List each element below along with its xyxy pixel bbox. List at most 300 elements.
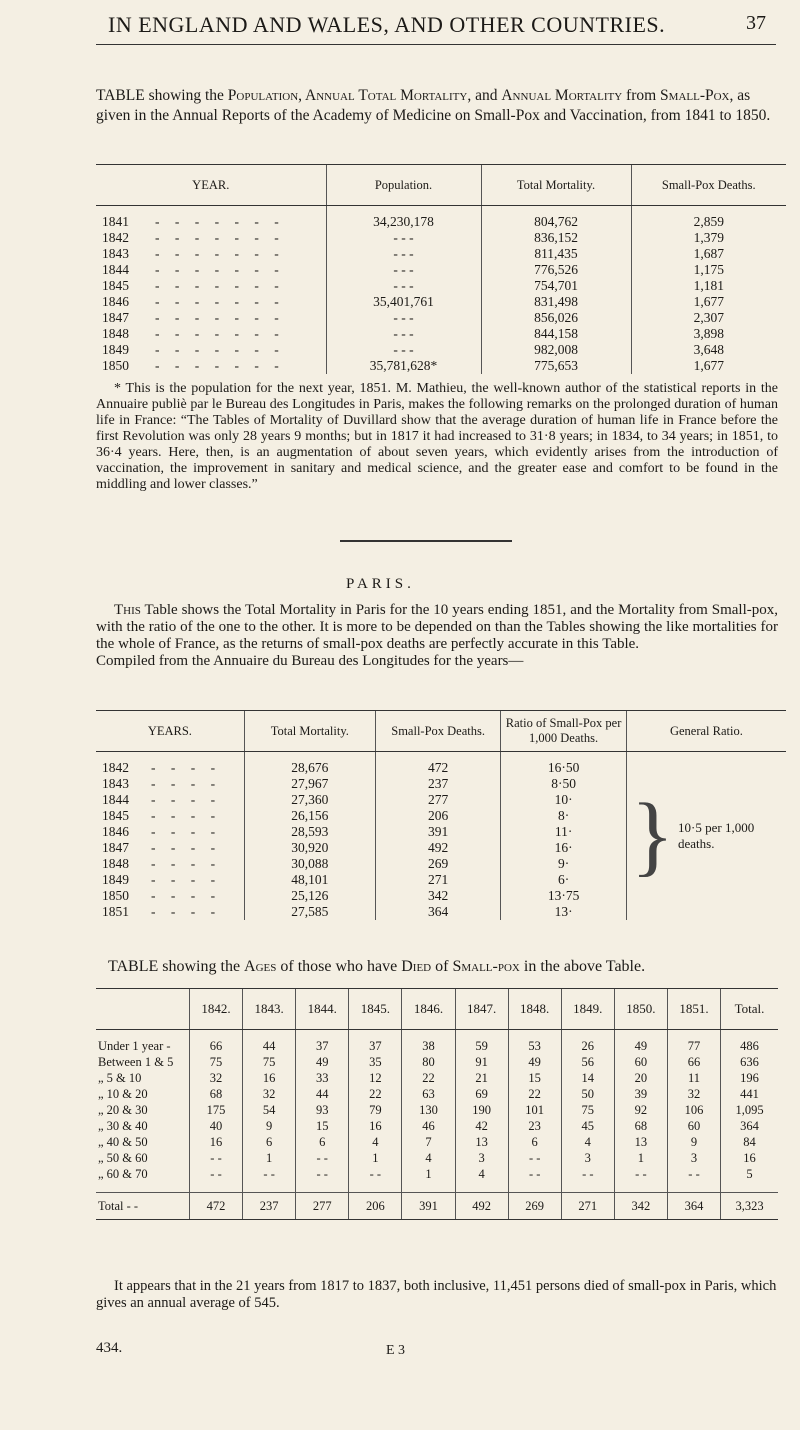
year-cell <box>96 776 244 792</box>
col-header-year: Total. <box>721 989 778 1030</box>
year-value: 1846 <box>102 294 129 309</box>
ratio-cell: 6· <box>501 872 626 888</box>
count-cell: 63 <box>402 1086 455 1102</box>
count-cell: 3 <box>455 1150 508 1166</box>
count-cell: 14 <box>561 1070 614 1086</box>
year-value: 1844 <box>102 792 129 807</box>
count-cell: 175 <box>189 1102 242 1118</box>
count-cell: 12 <box>349 1070 402 1086</box>
population-cell: 35,401,761 <box>326 294 481 310</box>
leader-dashes: - - - - - - - <box>155 342 285 357</box>
count-cell: 93 <box>296 1102 349 1118</box>
total-cell: 3,323 <box>721 1193 778 1220</box>
count-cell: 21 <box>455 1070 508 1086</box>
year-value: 1845 <box>102 808 129 823</box>
year-value: 1846 <box>102 824 129 839</box>
population-cell: - - - <box>326 246 481 262</box>
year-value: 1848 <box>102 856 129 871</box>
leader-dashes: - - - - - - - <box>155 310 285 325</box>
intro-lead: This <box>114 602 141 618</box>
col-header-year: YEAR. <box>96 165 326 206</box>
total-cell: 342 <box>614 1193 667 1220</box>
count-cell: 15 <box>296 1118 349 1134</box>
count-cell: - - <box>296 1150 349 1166</box>
total-cell: 364 <box>667 1193 720 1220</box>
total-mortality-cell: 754,701 <box>481 278 631 294</box>
count-cell: 11 <box>667 1070 720 1086</box>
year-value: 1844 <box>102 262 129 277</box>
year-cell <box>96 342 326 358</box>
ratio-cell: 16·50 <box>501 752 626 777</box>
spacer-cell <box>189 1182 242 1193</box>
count-cell: 5 <box>721 1166 778 1182</box>
year-cell <box>96 808 244 824</box>
leader-dashes: - - - - <box>151 776 222 791</box>
caption-text: from <box>622 87 661 104</box>
signature-mark: 434. <box>96 1340 123 1356</box>
smallpox-deaths-cell: 472 <box>375 752 500 777</box>
paris-heading: PARIS. <box>346 576 415 592</box>
spacer-cell <box>402 1182 455 1193</box>
count-cell: 91 <box>455 1054 508 1070</box>
caption-text: Small-pox <box>452 958 520 975</box>
year-value: 1849 <box>102 872 129 887</box>
year-value: 1845 <box>102 278 129 293</box>
caption-text: and <box>471 87 502 104</box>
smallpox-deaths-cell: 3,898 <box>631 326 786 342</box>
count-cell: 13 <box>455 1134 508 1150</box>
year-value: 1851 <box>102 904 129 919</box>
total-mortality-cell: 25,126 <box>244 888 375 904</box>
year-cell <box>96 824 244 840</box>
year-value: 1841 <box>102 214 129 229</box>
count-cell: 32 <box>243 1086 296 1102</box>
spacer-cell <box>614 1182 667 1193</box>
count-cell: 16 <box>349 1118 402 1134</box>
count-cell: 26 <box>561 1030 614 1055</box>
count-cell: 66 <box>667 1054 720 1070</box>
leader-dashes: - - - - - - - <box>155 326 285 341</box>
count-cell: 68 <box>189 1086 242 1102</box>
general-ratio-group <box>627 786 786 885</box>
count-cell: 46 <box>402 1118 455 1134</box>
col-header-ratio: Ratio of Small-Pox per 1,000 Deaths. <box>501 711 626 752</box>
count-cell: 92 <box>614 1102 667 1118</box>
count-cell: 79 <box>349 1102 402 1118</box>
france-mortality-table <box>96 164 786 374</box>
count-cell: 33 <box>296 1070 349 1086</box>
age-label: „ 30 & 40 <box>98 1119 148 1133</box>
table-row <box>96 1166 778 1182</box>
year-value: 1847 <box>102 840 129 855</box>
total-cell: 391 <box>402 1193 455 1220</box>
age-label: „ 40 & 50 <box>98 1135 148 1149</box>
spacer-cell <box>508 1182 561 1193</box>
count-cell: 32 <box>667 1086 720 1102</box>
smallpox-deaths-cell: 269 <box>375 856 500 872</box>
count-cell: 75 <box>243 1054 296 1070</box>
year-value: 1843 <box>102 776 129 791</box>
table-row <box>96 1030 778 1055</box>
col-header-year: 1847. <box>455 989 508 1030</box>
count-cell: - - <box>614 1166 667 1182</box>
total-mortality-cell: 27,585 <box>244 904 375 920</box>
general-ratio-cell <box>626 752 786 921</box>
count-cell: 4 <box>561 1134 614 1150</box>
ratio-cell: 9· <box>501 856 626 872</box>
count-cell: 16 <box>721 1150 778 1166</box>
col-header-population: Population. <box>326 165 481 206</box>
year-cell <box>96 904 244 920</box>
smallpox-deaths-cell: 342 <box>375 888 500 904</box>
count-cell: - - <box>296 1166 349 1182</box>
count-cell: 1 <box>349 1150 402 1166</box>
count-cell: 44 <box>296 1086 349 1102</box>
count-cell: - - <box>189 1150 242 1166</box>
leader-dashes: - - - - <box>151 824 222 839</box>
table-row <box>96 1054 778 1070</box>
leader-dashes: - - - - <box>151 904 222 919</box>
intro-text: Table shows the Total Mortality in Paris for the 10 years ending 1851, and the Mortality from Small-pox, with the ratio of the one to the other. It is more to be depended on than the Tables showing the like mortalities for the whole of France, as the returns of small-pox deaths are perfectly accurate in this Table. <box>96 602 778 652</box>
total-cell: 271 <box>561 1193 614 1220</box>
caption-text: Died <box>401 958 432 975</box>
total-mortality-cell: 776,526 <box>481 262 631 278</box>
year-cell <box>96 792 244 808</box>
count-cell: 49 <box>296 1054 349 1070</box>
smallpox-deaths-cell: 391 <box>375 824 500 840</box>
col-header-years: YEARS. <box>96 711 244 752</box>
count-cell: 23 <box>508 1118 561 1134</box>
leader-dashes: - - - - <box>151 840 222 855</box>
gathering-mark: E 3 <box>386 1343 406 1358</box>
caption-text: TABLE showing the <box>96 87 228 104</box>
total-mortality-cell: 831,498 <box>481 294 631 310</box>
year-cell <box>96 278 326 294</box>
count-cell: 1 <box>614 1150 667 1166</box>
caption-text: Population, Annual Total Mortality, <box>227 87 472 104</box>
count-cell: 42 <box>455 1118 508 1134</box>
caption-text: of those who have <box>276 958 402 975</box>
age-label: „ 10 & 20 <box>98 1087 148 1101</box>
spacer-cell <box>296 1182 349 1193</box>
col-header-year: 1849. <box>561 989 614 1030</box>
count-cell: - - <box>667 1166 720 1182</box>
count-cell: 6 <box>296 1134 349 1150</box>
population-cell: - - - <box>326 326 481 342</box>
col-header-year: 1850. <box>614 989 667 1030</box>
population-cell: 34,230,178 <box>326 206 481 231</box>
year-value: 1843 <box>102 246 129 261</box>
col-header-year: 1843. <box>243 989 296 1030</box>
population-cell: 35,781,628* <box>326 358 481 374</box>
total-mortality-cell: 982,008 <box>481 342 631 358</box>
smallpox-deaths-cell: 2,859 <box>631 206 786 231</box>
count-cell: 60 <box>614 1054 667 1070</box>
count-cell: 32 <box>189 1070 242 1086</box>
count-cell: 80 <box>402 1054 455 1070</box>
spacer-cell <box>96 1182 189 1193</box>
col-header-total: Total Mortality. <box>244 711 375 752</box>
smallpox-deaths-cell: 1,175 <box>631 262 786 278</box>
age-label: Between 1 & 5 <box>98 1055 174 1069</box>
count-cell: 441 <box>721 1086 778 1102</box>
table-row <box>96 262 786 278</box>
table-row <box>96 230 786 246</box>
total-mortality-cell: 28,593 <box>244 824 375 840</box>
population-cell: - - - <box>326 278 481 294</box>
ratio-cell: 8·50 <box>501 776 626 792</box>
year-cell <box>96 246 326 262</box>
count-cell: 54 <box>243 1102 296 1118</box>
col-header-year: 1851. <box>667 989 720 1030</box>
year-value: 1850 <box>102 888 129 903</box>
year-value: 1847 <box>102 310 129 325</box>
count-cell: 7 <box>402 1134 455 1150</box>
ratio-cell: 8· <box>501 808 626 824</box>
count-cell: 75 <box>189 1054 242 1070</box>
total-cell: 269 <box>508 1193 561 1220</box>
year-value: 1848 <box>102 326 129 341</box>
general-ratio-value: 10·5 per 1,000 deaths. <box>678 820 755 851</box>
year-cell <box>96 294 326 310</box>
col-header-year: 1844. <box>296 989 349 1030</box>
caption-text: , as given in the Annual Reports of the Academy of Medicine on Small-Pox and Vaccination, from 1841 to 1850. <box>96 87 771 124</box>
page-number: 37 <box>746 12 766 34</box>
smallpox-deaths-cell: 277 <box>375 792 500 808</box>
count-cell: 4 <box>455 1166 508 1182</box>
year-cell <box>96 326 326 342</box>
count-cell: 68 <box>614 1118 667 1134</box>
count-cell: 3 <box>667 1150 720 1166</box>
total-mortality-cell: 775,653 <box>481 358 631 374</box>
header-rule <box>96 44 776 45</box>
leader-dashes: - - - - <box>151 808 222 823</box>
leader-dashes: - - - - <box>151 872 222 887</box>
age-label: Under 1 year - <box>98 1039 171 1053</box>
total-cell: 206 <box>349 1193 402 1220</box>
table-row <box>96 1086 778 1102</box>
count-cell: 40 <box>189 1118 242 1134</box>
year-cell <box>96 872 244 888</box>
smallpox-deaths-cell: 492 <box>375 840 500 856</box>
count-cell: - - <box>508 1150 561 1166</box>
age-label: „ 5 & 10 <box>98 1071 142 1085</box>
count-cell: 66 <box>189 1030 242 1055</box>
spacer-cell <box>243 1182 296 1193</box>
count-cell: 50 <box>561 1086 614 1102</box>
total-mortality-cell: 28,676 <box>244 752 375 777</box>
count-cell: 22 <box>349 1086 402 1102</box>
smallpox-deaths-cell: 1,677 <box>631 358 786 374</box>
year-cell <box>96 230 326 246</box>
count-cell: 56 <box>561 1054 614 1070</box>
count-cell: - - <box>508 1166 561 1182</box>
count-cell: 69 <box>455 1086 508 1102</box>
table-row <box>96 358 786 374</box>
count-cell: 3 <box>561 1150 614 1166</box>
closing-paragraph: It appears that in the 21 years from 1817 to 1837, both inclusive, 11,451 persons died of small-pox in Paris, which gives an annual average of 545. <box>96 1278 777 1311</box>
spacer-cell <box>721 1182 778 1193</box>
count-cell: 106 <box>667 1102 720 1118</box>
spacer-cell <box>667 1182 720 1193</box>
count-cell: 13 <box>614 1134 667 1150</box>
count-cell: 49 <box>614 1030 667 1055</box>
count-cell: 190 <box>455 1102 508 1118</box>
year-cell <box>96 262 326 278</box>
paris-mortality-table <box>96 710 786 920</box>
total-mortality-cell: 26,156 <box>244 808 375 824</box>
count-cell: 59 <box>455 1030 508 1055</box>
count-cell: 364 <box>721 1118 778 1134</box>
spacer-cell <box>349 1182 402 1193</box>
year-cell <box>96 358 326 374</box>
count-cell: 101 <box>508 1102 561 1118</box>
col-header-general-ratio: General Ratio. <box>626 711 786 752</box>
smallpox-deaths-cell: 364 <box>375 904 500 920</box>
count-cell: 6 <box>243 1134 296 1150</box>
total-cell: 277 <box>296 1193 349 1220</box>
count-cell: 9 <box>243 1118 296 1134</box>
count-cell: 53 <box>508 1030 561 1055</box>
col-header-year: 1846. <box>402 989 455 1030</box>
table-row <box>96 1102 778 1118</box>
total-mortality-cell: 48,101 <box>244 872 375 888</box>
population-footnote: * This is the population for the next year, 1851. M. Mathieu, the well-known author of the statistical reports in the Annuaire publiè par le Bureau des Longitudes in Paris, makes the following remarks on the prolonged duration of human life in France: “The Tables of Mortality of Duvillard show that the average duration of human life in France before the first Revolution was only 28 years 9 months; but in 1817 it had increased to 31·8 years; in 1834, to 34 years; in 1851, to 36·4 years. Here, then, is an augmentation of about seven years, which evidently arises from the introduction of vaccination, the improvement in sanitary and medical science, and the greater ease and comfort to be found in the middling and lower classes.” <box>96 381 778 492</box>
table-row <box>96 246 786 262</box>
leader-dashes: - - - - - - - <box>155 214 285 229</box>
total-mortality-cell: 836,152 <box>481 230 631 246</box>
year-cell <box>96 888 244 904</box>
table-row <box>96 310 786 326</box>
year-value: 1842 <box>102 760 129 775</box>
year-cell <box>96 310 326 326</box>
age-label: „ 20 & 30 <box>98 1103 148 1117</box>
smallpox-deaths-cell: 1,181 <box>631 278 786 294</box>
count-cell: 130 <box>402 1102 455 1118</box>
col-header-smallpox: Small-Pox Deaths. <box>375 711 500 752</box>
caption-text: TABLE showing the <box>108 958 245 975</box>
brace-mark: } <box>630 786 675 885</box>
population-cell: - - - <box>326 310 481 326</box>
age-label: „ 50 & 60 <box>98 1151 148 1165</box>
leader-dashes: - - - - - - - <box>155 358 285 373</box>
ratio-cell: 11· <box>501 824 626 840</box>
count-cell: 1,095 <box>721 1102 778 1118</box>
leader-dashes: - - - - <box>151 760 222 775</box>
col-header-smallpox: Small-Pox Deaths. <box>631 165 786 206</box>
count-cell: 22 <box>508 1086 561 1102</box>
col-header-total: Total Mortality. <box>481 165 631 206</box>
count-cell: - - <box>561 1166 614 1182</box>
smallpox-deaths-cell: 3,648 <box>631 342 786 358</box>
paris-intro <box>96 602 778 670</box>
caption-text: of <box>431 958 453 975</box>
total-mortality-cell: 804,762 <box>481 206 631 231</box>
leader-dashes: - - - - <box>151 888 222 903</box>
total-mortality-cell: 811,435 <box>481 246 631 262</box>
count-cell: 196 <box>721 1070 778 1086</box>
spacer-row <box>96 1182 778 1193</box>
table-row <box>96 1070 778 1086</box>
total-label: Total - - <box>96 1193 189 1220</box>
caption-text: Annual Mortality <box>501 87 623 104</box>
ratio-cell: 13· <box>501 904 626 920</box>
count-cell: 37 <box>296 1030 349 1055</box>
leader-dashes: - - - - - - - <box>155 230 285 245</box>
count-cell: 4 <box>349 1134 402 1150</box>
year-cell <box>96 752 244 777</box>
table-row <box>96 294 786 310</box>
total-mortality-cell: 856,026 <box>481 310 631 326</box>
total-mortality-cell: 844,158 <box>481 326 631 342</box>
total-mortality-cell: 30,088 <box>244 856 375 872</box>
smallpox-deaths-cell: 1,677 <box>631 294 786 310</box>
population-cell: - - - <box>326 262 481 278</box>
count-cell: 486 <box>721 1030 778 1055</box>
count-cell: 37 <box>349 1030 402 1055</box>
count-cell: - - <box>349 1166 402 1182</box>
table-row <box>96 752 786 777</box>
ages-table <box>96 988 778 1220</box>
compiled-line: Compiled from the Annuaire du Bureau des Longitudes for the years— <box>96 653 524 669</box>
population-cell: - - - <box>326 230 481 246</box>
count-cell: 6 <box>508 1134 561 1150</box>
count-cell: 15 <box>508 1070 561 1086</box>
leader-dashes: - - - - - - - <box>155 262 285 277</box>
count-cell: - - <box>243 1166 296 1182</box>
population-cell: - - - <box>326 342 481 358</box>
count-cell: 45 <box>561 1118 614 1134</box>
count-cell: 84 <box>721 1134 778 1150</box>
count-cell: 4 <box>402 1150 455 1166</box>
table-row <box>96 206 786 231</box>
total-mortality-cell: 30,920 <box>244 840 375 856</box>
ratio-cell: 13·75 <box>501 888 626 904</box>
table-row <box>96 1150 778 1166</box>
table-row <box>96 342 786 358</box>
smallpox-deaths-cell: 1,379 <box>631 230 786 246</box>
total-row <box>96 1193 778 1220</box>
total-cell: 472 <box>189 1193 242 1220</box>
leader-dashes: - - - - - - - <box>155 246 285 261</box>
total-cell: 237 <box>243 1193 296 1220</box>
count-cell: 636 <box>721 1054 778 1070</box>
year-value: 1842 <box>102 230 129 245</box>
count-cell: 38 <box>402 1030 455 1055</box>
ratio-cell: 10· <box>501 792 626 808</box>
caption-text: Small-Pox <box>660 87 730 104</box>
leader-dashes: - - - - <box>151 792 222 807</box>
leader-dashes: - - - - <box>151 856 222 871</box>
count-cell: 20 <box>614 1070 667 1086</box>
count-cell: 22 <box>402 1070 455 1086</box>
count-cell: 60 <box>667 1118 720 1134</box>
count-cell: - - <box>189 1166 242 1182</box>
col-header-year: 1842. <box>189 989 242 1030</box>
total-mortality-cell: 27,967 <box>244 776 375 792</box>
table-row <box>96 1134 778 1150</box>
leader-dashes: - - - - - - - <box>155 294 285 309</box>
count-cell: 16 <box>189 1134 242 1150</box>
section-divider <box>340 540 512 542</box>
count-cell: 49 <box>508 1054 561 1070</box>
smallpox-deaths-cell: 1,687 <box>631 246 786 262</box>
smallpox-deaths-cell: 271 <box>375 872 500 888</box>
leader-dashes: - - - - - - - <box>155 278 285 293</box>
total-mortality-cell: 27,360 <box>244 792 375 808</box>
spacer-cell <box>561 1182 614 1193</box>
count-cell: 16 <box>243 1070 296 1086</box>
